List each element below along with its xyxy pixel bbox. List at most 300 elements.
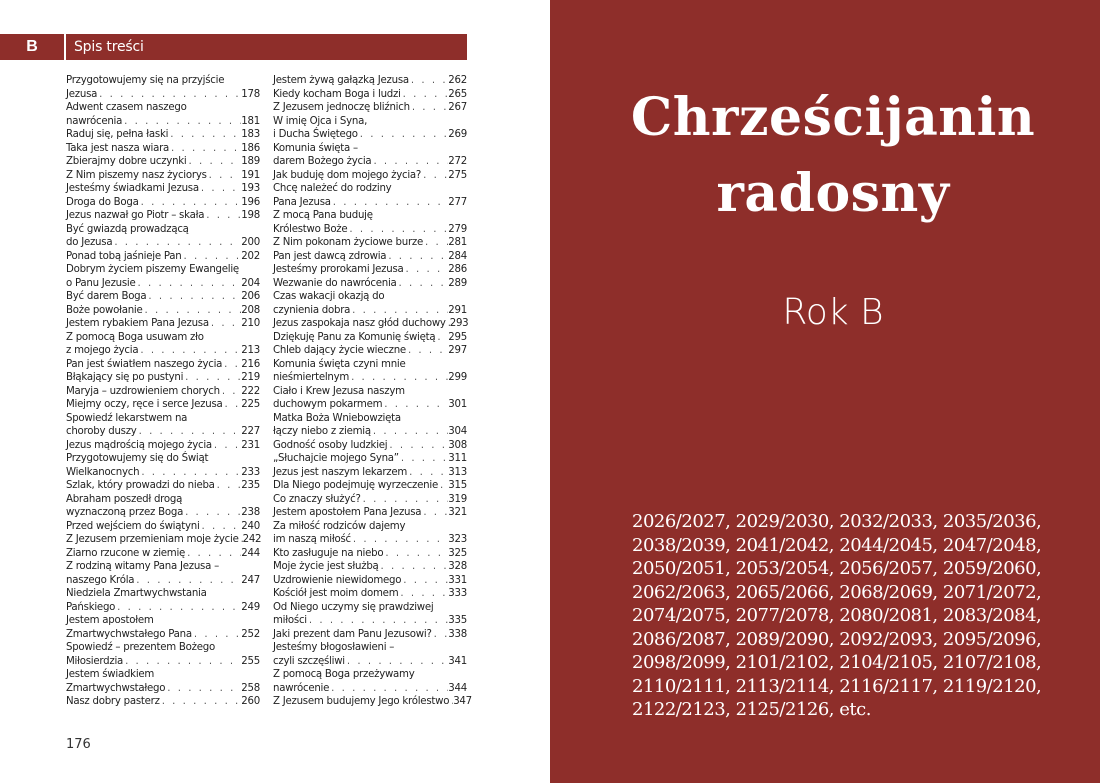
toc-entry	[66, 196, 260, 210]
toc-entry-page: 216	[241, 358, 260, 370]
toc-entry-page: 308	[448, 439, 467, 451]
toc-entry-title: Raduj się, pełna łaski	[66, 129, 169, 140]
toc-entry-title: Godność osoby ludzkiej	[273, 439, 388, 451]
toc-entry-page: 291	[448, 304, 467, 316]
toc-entry-page: 331	[448, 574, 467, 586]
toc-entry	[273, 695, 472, 709]
toc-entry-title: wyznaczoną przez Boga	[66, 507, 184, 518]
toc-entry-line	[66, 655, 260, 669]
toc-entry-line	[66, 439, 260, 453]
toc-entry-title: Przed wejściem do świątyni	[66, 520, 200, 532]
toc-entry-line	[273, 101, 467, 115]
dot-leader	[220, 385, 241, 399]
toc-entry-line	[273, 452, 467, 466]
dot-leader	[410, 101, 448, 115]
toc-entry-page: 206	[241, 291, 260, 302]
toc-entry-page: 191	[241, 169, 260, 181]
toc-entry-line	[273, 317, 467, 331]
toc-entry	[273, 236, 467, 250]
dot-leader	[223, 398, 242, 412]
toc-entry-line	[273, 682, 467, 696]
toc-entry	[66, 223, 260, 250]
toc-entry-line	[273, 263, 467, 277]
toc-entry-line	[273, 196, 467, 210]
toc-entry	[66, 385, 260, 399]
toc-entry-title: „Słuchajcie mojego Syna”	[273, 453, 399, 464]
toc-entry-page: 196	[241, 196, 260, 208]
toc-entry	[66, 290, 260, 304]
toc-entry-page: 313	[448, 466, 467, 478]
toc-entry	[273, 668, 467, 695]
toc-entry-title: Komunia święta –	[273, 142, 358, 154]
dot-leader	[122, 115, 241, 129]
dot-leader	[358, 128, 449, 142]
toc-entry-title: Błąkający się po pustyni	[66, 372, 184, 383]
dot-leader	[215, 479, 242, 493]
toc-entry-line	[66, 371, 260, 385]
toc-entry-title: Od Niego uczymy się prawdziwej	[273, 601, 434, 613]
toc-entry-page: 189	[241, 156, 260, 167]
toc-entry-title: z mojego życia	[66, 345, 139, 356]
toc-entry-line	[273, 236, 467, 250]
toc-entry-title: Komunia święta czyni mnie	[273, 358, 406, 370]
toc-entry-page: 200	[241, 237, 260, 248]
toc-entry-title: Jestem żywą gałązką Jezusa	[273, 75, 409, 86]
dot-leader	[209, 317, 241, 331]
toc-entry-title: Z Nim piszemy nasz życiorys	[66, 169, 207, 181]
toc-entry-page: 267	[448, 102, 467, 113]
toc-entry	[66, 668, 260, 695]
toc-entry-title: Jestem apostołem	[66, 615, 154, 626]
toc-entry-line	[66, 317, 260, 331]
toc-entry-title: Jak buduję dom mojego życia?	[273, 169, 422, 181]
toc-entry	[273, 385, 467, 412]
toc-entry-line	[273, 169, 467, 183]
toc-entry-line	[66, 142, 260, 156]
toc-entry	[66, 209, 260, 223]
toc-entry-line	[66, 155, 260, 169]
toc-entry	[273, 182, 467, 209]
toc-entry	[66, 304, 260, 318]
toc-entry-line	[273, 506, 467, 520]
toc-entry	[66, 439, 260, 453]
toc-entry-title: Jesteśmy prorokami Jezusa	[273, 264, 404, 275]
toc-entry-page: 269	[448, 129, 467, 140]
toc-entry	[273, 520, 467, 547]
toc-entry	[66, 169, 260, 183]
toc-entry-line	[66, 250, 260, 264]
toc-entry-page: 233	[241, 466, 260, 478]
toc-entry-page: 293	[449, 318, 469, 329]
toc-entry-line	[273, 344, 467, 358]
toc-entry-line	[66, 628, 260, 642]
cover-title-line-2: radosny	[716, 163, 950, 224]
toc-entry-page: 231	[241, 439, 260, 451]
toc-entry-title: Jestem rybakiem Pana Jezusa	[66, 318, 209, 329]
dot-leader	[401, 88, 449, 102]
toc-entry-line	[66, 304, 260, 318]
dot-leader	[139, 196, 242, 210]
toc-entry-page: 244	[241, 547, 260, 559]
dot-leader	[165, 682, 241, 696]
dot-leader	[168, 128, 241, 142]
toc-entry-page: 198	[241, 210, 260, 221]
toc-entry-page: 321	[448, 507, 467, 518]
toc-entry-title: Jesteśmy świadkami Jezusa	[66, 183, 199, 194]
cover-years: 2026/2027, 2029/2030, 2032/2033, 2035/2036, 2038/2039, 2041/2042, 2044/2045, 2047/2048, 2050/2051, 2053/2054, 2056/2057, 2059/2060, 2062/2063, 2065/2066, 2068/2069, 2071/2072, 2074/2075, 2077/2078, 2080/2081, 2083/2084, 2086/2087, 2089/2090, 2092/2093, 2095/2096, 2098/2099, 2101/2102, 2104/2105, 2107/2108, 2110/2111, 2113/2114, 2116/2117, 2119/2120, 2122/2123, 2125/2126, etc.	[632, 511, 1042, 720]
toc-entry-page: 277	[448, 196, 467, 208]
dot-leader	[371, 425, 448, 439]
toc-entry-title: Jezus zaspokaja nasz głód duchowy	[273, 318, 446, 329]
toc-entry	[273, 493, 467, 507]
toc-entry	[66, 182, 260, 196]
toc-entry-line	[273, 223, 467, 237]
toc-entry	[273, 344, 467, 358]
toc-entry-line	[66, 682, 260, 696]
dot-leader	[404, 263, 449, 277]
toc-entry-page: 247	[241, 574, 260, 586]
toc-entry-title: nawrócenia	[66, 115, 123, 127]
toc-entry-line	[273, 371, 467, 385]
toc-entry-title: Taka jest nasza wiara	[66, 142, 170, 154]
dot-leader	[329, 682, 448, 696]
toc-entry-title: Chcę należeć do rodziny	[273, 183, 392, 194]
toc-entry-line	[66, 196, 260, 210]
dot-leader	[349, 371, 448, 385]
toc-entry-line	[66, 520, 260, 534]
toc-entry-page: 347	[453, 696, 472, 707]
toc-entry-title: Kościół jest moim domem	[273, 588, 399, 599]
dot-leader	[207, 169, 242, 183]
toc-entry-title: Z rodziną witamy Pana Jezusa –	[66, 561, 219, 572]
dot-leader	[361, 493, 449, 507]
toc-entry-title: Ciało i Krew Jezusa naszym	[273, 385, 405, 397]
toc-entry-page: 333	[448, 588, 467, 599]
dot-leader	[406, 344, 448, 358]
toc-entry-title: Być darem Boga	[66, 291, 147, 302]
toc-entry	[66, 614, 260, 641]
toc-entry-title: Spowiedź – prezentem Bożego	[66, 642, 215, 653]
toc-entry-title: Miłosierdzia	[66, 655, 124, 667]
dot-leader	[185, 547, 241, 561]
cover-title-line-1: Chrześcijanin	[630, 87, 1036, 148]
toc-entry-line	[66, 358, 260, 372]
toc-entry	[273, 574, 467, 588]
toc-entry-line	[273, 695, 472, 709]
toc-entry	[66, 155, 260, 169]
toc-entry-title: Wielkanocnych	[66, 466, 140, 478]
toc-entry-title: Z pomocą Boga przeżywamy	[273, 669, 415, 680]
cover-title	[550, 80, 1100, 232]
toc-entry-title: Przygotowujemy się do Świąt	[66, 453, 209, 464]
dot-leader	[134, 574, 241, 588]
dot-leader	[97, 88, 241, 102]
dot-leader	[379, 560, 449, 574]
toc-entry-title: choroby duszy	[66, 426, 137, 437]
toc-entry	[66, 533, 260, 547]
toc-entry-page: 262	[448, 75, 467, 86]
toc-entry-page: 181	[241, 115, 260, 127]
toc-entry-line	[273, 560, 467, 574]
toc-entry-title: Pańskiego	[66, 601, 116, 613]
toc-entry-title: Zmartwychwstałego	[66, 682, 166, 694]
toc-entry-title: Za miłość rodziców dajemy	[273, 520, 406, 532]
toc-entry-page: 289	[448, 277, 467, 289]
toc-entry-line	[66, 533, 260, 547]
toc-entry-title: Pan jest światłem naszego życia	[66, 358, 223, 370]
toc-entry-title: Droga do Boga	[66, 196, 139, 208]
toc-entry-title: Nasz dobry pasterz	[66, 696, 160, 707]
toc-entry-line	[66, 547, 260, 561]
toc-entry-title: Miejmy oczy, ręce i serce Jezusa	[66, 399, 223, 410]
dot-leader	[307, 614, 448, 628]
toc-entry-title: Przygotowujemy się na przyjście	[66, 75, 225, 86]
section-header	[0, 34, 467, 60]
toc-entry	[66, 263, 260, 290]
toc-column-left	[66, 74, 260, 709]
toc-entry	[273, 317, 467, 331]
toc-entry-page: 249	[241, 601, 260, 613]
toc-entry-page: 319	[448, 493, 467, 505]
toc-entry-title: Uzdrowienie niewidomego	[273, 574, 402, 586]
toc-entry-title: Matka Boża Wniebowzięta	[273, 412, 401, 424]
toc-entry	[273, 263, 467, 277]
dot-leader	[146, 290, 241, 304]
toc-entry-line	[66, 115, 260, 129]
dot-leader	[345, 655, 448, 669]
toc-entry-title: Jaki prezent dam Panu Jezusowi?	[273, 628, 432, 640]
toc-entry-page: 325	[448, 547, 467, 559]
toc-entry	[273, 601, 467, 628]
toc-entry	[66, 398, 260, 412]
toc-entry	[273, 641, 467, 668]
dot-leader	[398, 587, 448, 601]
toc-entry-title: W imię Ojca i Syna,	[273, 115, 368, 127]
toc-entry-title: Jestem apostołem Pana Jezusa	[273, 507, 422, 518]
toc-entry-line	[273, 439, 467, 453]
toc-entry-line	[66, 88, 260, 102]
toc-entry-title: Z Nim pokonam życiowe burze	[273, 237, 424, 248]
toc-entry-title: do Jezusa	[66, 237, 113, 248]
toc-entry-title: Ponad tobą jaśnieje Pan	[66, 250, 182, 262]
toc-entry-page: 335	[448, 615, 467, 626]
toc-entry-page: 178	[241, 88, 260, 100]
toc-entry	[273, 169, 467, 183]
toc-entry	[66, 371, 260, 385]
toc-entry-title: Jezus nazwał go Piotr – skała	[66, 210, 205, 221]
toc-entry-title: Ziarno rzucone w ziemię	[66, 547, 186, 559]
toc-entry	[66, 547, 260, 561]
toc-entry-title: Szlak, który prowadzi do nieba	[66, 480, 215, 491]
toc-entry-line	[273, 574, 467, 588]
section-title: Spis treści	[74, 39, 144, 55]
toc-entry-page: 281	[448, 237, 467, 248]
toc-entry	[273, 358, 467, 385]
dot-leader	[112, 236, 241, 250]
toc-entry-title: Zmartwychwstałego Pana	[66, 628, 192, 640]
toc-entry-page: 238	[241, 507, 260, 518]
toc-entry-line	[66, 182, 260, 196]
toc-entry-line	[66, 290, 260, 304]
toc-entry-page: 227	[241, 426, 260, 437]
toc-entry	[66, 479, 260, 493]
toc-entry-page: 275	[448, 169, 467, 181]
toc-entry	[66, 452, 260, 479]
toc-entry-title: Dobrym życiem piszemy Ewangelię	[66, 264, 239, 275]
toc-entry-line	[273, 628, 467, 642]
toc-entry	[66, 412, 260, 439]
toc-entry-title: Moje życie jest służbą	[273, 561, 379, 572]
toc-entry-line	[66, 344, 260, 358]
toc-entry-line	[66, 169, 260, 183]
dot-leader	[421, 506, 448, 520]
dot-leader	[123, 655, 241, 669]
dot-leader	[386, 250, 448, 264]
toc-entry-title: duchowym pokarmem	[273, 399, 383, 410]
toc-entry-title: Pan jest dawcą zdrowia	[273, 250, 387, 262]
cover-page	[550, 0, 1100, 783]
toc-entry-title: Abraham poszedł drogą	[66, 493, 183, 505]
toc-entry-page: 240	[241, 520, 260, 532]
toc-entry-page: 258	[241, 682, 260, 694]
toc-entry	[273, 250, 467, 264]
toc-entry-page: 328	[448, 561, 467, 572]
toc-entry	[66, 128, 260, 142]
toc-entry	[66, 74, 260, 101]
dot-leader	[192, 628, 241, 642]
toc-entry-title: Jezus jest naszym lekarzem	[273, 466, 408, 478]
toc-entry	[66, 520, 260, 534]
toc-entry-title: Chleb dający życie wieczne	[273, 345, 406, 356]
dot-leader	[409, 74, 448, 88]
toc-entry-page: 323	[448, 534, 467, 545]
toc-entry-page: 210	[241, 318, 260, 329]
toc-entry	[66, 587, 260, 614]
toc-entry	[66, 560, 260, 587]
toc-entry-line	[66, 385, 260, 399]
toc-entry-page: 186	[241, 142, 260, 154]
dot-leader	[200, 520, 242, 534]
toc-entry-page: 311	[448, 453, 467, 464]
toc-entry-title: Niedziela Zmartwychwstania	[66, 588, 207, 599]
dot-leader	[160, 695, 242, 709]
toc-entry-title: Spowiedź lekarstwem na	[66, 412, 188, 424]
toc-entry-title: Z Jezusem budujemy Jego królestwo	[273, 696, 450, 707]
dot-leader	[139, 466, 241, 480]
dot-leader	[423, 236, 448, 250]
toc-entry-title: nieśmiertelnym	[273, 372, 350, 383]
toc-entry	[273, 101, 467, 115]
toc-entry-line	[273, 466, 467, 480]
toc-entry-title: Z pomocą Boga usuwam zło	[66, 331, 204, 343]
toc-entry-line	[66, 695, 260, 709]
toc-entry-page: 222	[241, 385, 260, 397]
toc-entry	[273, 628, 467, 642]
toc-entry-title: miłości	[273, 615, 307, 626]
toc-entry-title: czyli szczęśliwi	[273, 655, 345, 667]
toc-entry-title: Jezus mądrością mojego życia	[66, 439, 212, 451]
toc-entry-page: 260	[241, 696, 260, 707]
toc-entry-line	[273, 277, 467, 291]
toc-entry-page: 315	[448, 480, 467, 491]
toc-entry-line	[273, 331, 467, 345]
toc-entry-page: 286	[448, 264, 467, 275]
toc-entry-title: Z Jezusem przemieniam moje życie	[66, 534, 239, 545]
dot-leader	[115, 601, 241, 615]
toc-entry	[66, 358, 260, 372]
dot-leader	[371, 155, 448, 169]
toc-entry-page: 242	[242, 534, 262, 545]
toc-entry-line	[66, 425, 260, 439]
toc-entry-line	[66, 209, 260, 223]
dot-leader	[222, 358, 241, 372]
toc-entry-title: o Panu Jezusie	[66, 277, 136, 289]
dot-leader	[169, 142, 241, 156]
toc-entry-title: Z Jezusem jednoczę bliźnich	[273, 102, 410, 113]
dot-leader	[407, 466, 448, 480]
toc-entry-line	[66, 601, 260, 615]
dot-leader	[204, 209, 241, 223]
toc-entry-page: 299	[448, 372, 467, 383]
toc-entry-line	[273, 88, 467, 102]
header-divider	[64, 34, 66, 60]
dot-leader	[435, 331, 448, 345]
toc-entry-page: 338	[448, 628, 467, 640]
dot-leader	[401, 574, 448, 588]
toc-entry-title: Z mocą Pana buduję	[273, 210, 373, 221]
toc-entry-title: czynienia dobra	[273, 304, 351, 316]
toc-entry-title: i Ducha Świętego	[273, 129, 358, 140]
toc-entry-line	[66, 236, 260, 250]
section-letter: B	[26, 38, 38, 55]
toc-entry	[66, 695, 260, 709]
toc-entry	[273, 209, 467, 236]
dot-leader	[397, 277, 449, 291]
dot-leader	[187, 155, 242, 169]
dot-leader	[143, 304, 242, 318]
dot-leader	[387, 439, 448, 453]
toc-entry-page: 208	[241, 304, 260, 316]
toc-entry-title: im naszą miłość	[273, 534, 351, 545]
toc-entry-title: Królestwo Boże	[273, 223, 348, 235]
toc-entry	[273, 479, 467, 493]
toc-entry-title: Boże powołanie	[66, 304, 143, 316]
toc-entry-title: Czas wakacji okazją do	[273, 291, 385, 302]
toc-entry-title: Maryja – uzdrowieniem chorych	[66, 385, 220, 397]
dot-leader	[138, 344, 241, 358]
toc-entry-page: 183	[241, 129, 260, 140]
toc-entry-title: darem Bożego życia	[273, 156, 372, 167]
toc-entry-line	[66, 479, 260, 493]
toc-entry	[273, 506, 467, 520]
toc-entry-page: 213	[241, 345, 260, 356]
dot-leader	[432, 628, 449, 642]
toc-entry-page: 202	[241, 250, 260, 262]
toc-entry	[273, 452, 467, 466]
toc-entry-page: 219	[241, 372, 260, 383]
toc-entry-line	[273, 398, 467, 412]
dot-leader	[182, 250, 242, 264]
toc-entry	[66, 317, 260, 331]
toc-entry-page: 279	[448, 223, 467, 235]
toc-entry-title: Być gwiazdą prowadzącą	[66, 223, 189, 235]
dot-leader	[331, 196, 449, 210]
toc-entry-line	[273, 533, 467, 547]
toc-entry-page: 252	[241, 628, 260, 640]
toc-entry	[66, 493, 260, 520]
toc-entry-line	[66, 506, 260, 520]
toc-entry-line	[66, 277, 260, 291]
